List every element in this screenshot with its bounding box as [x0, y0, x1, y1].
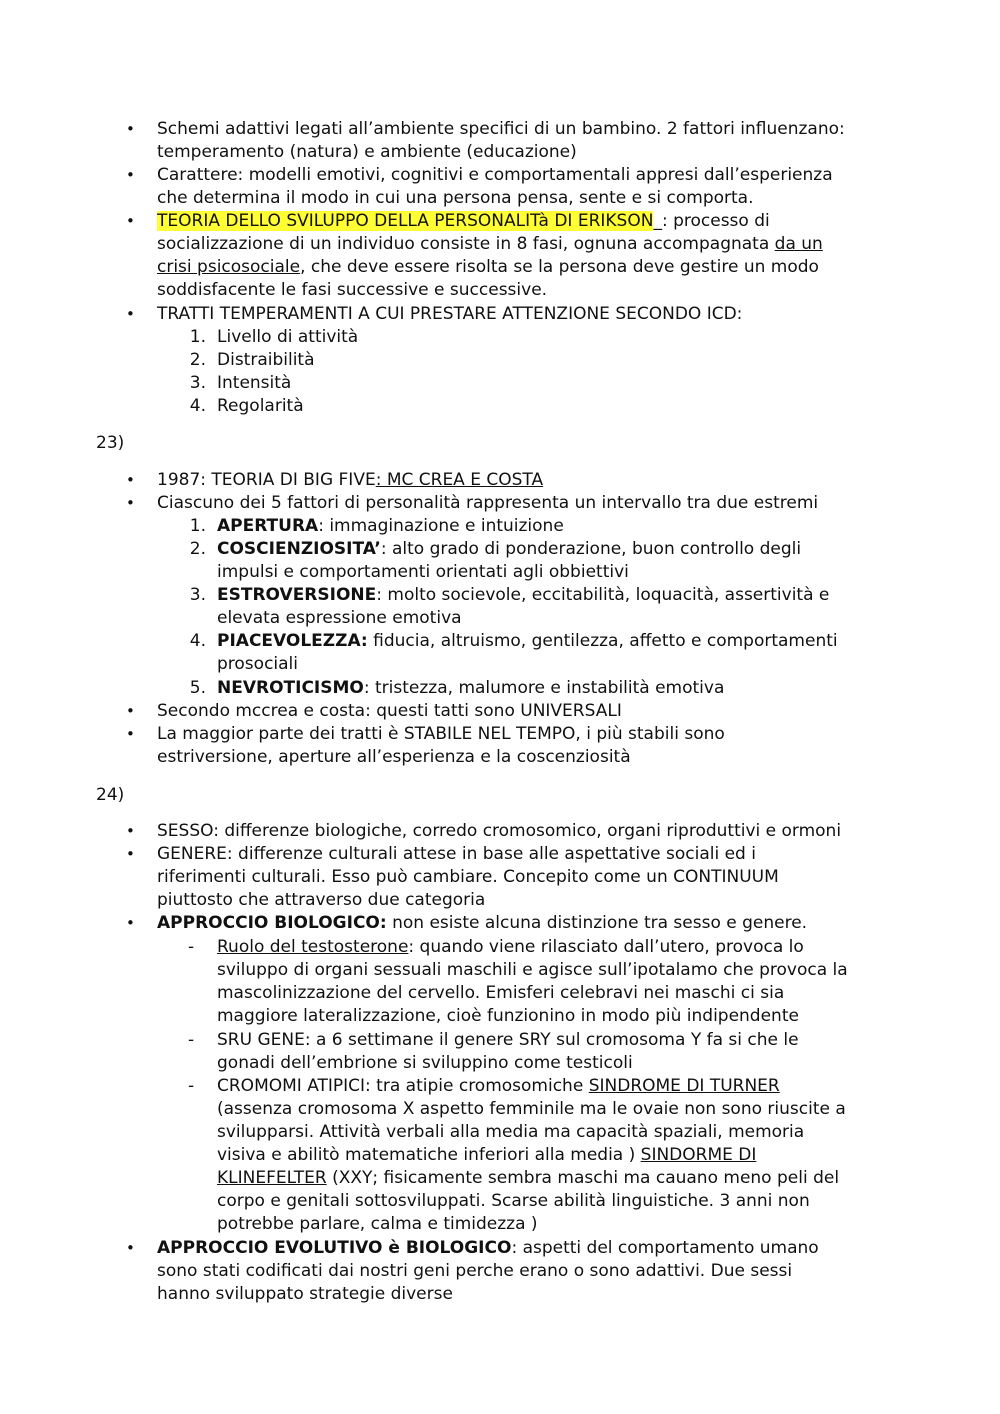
bold-term: APPROCCIO EVOLUTIVO è BIOLOGICO — [157, 1238, 512, 1258]
list-number: 4. — [189, 631, 206, 651]
text-span: : molto socievole, eccitabilità, loquacità, assertività e — [376, 585, 830, 605]
text-span: , che deve essere risolta se la persona deve gestire un modo — [300, 257, 819, 277]
list-item: Distraibilità — [217, 350, 315, 370]
text-line: elevata espressione emotiva — [217, 608, 462, 628]
text-line: hanno sviluppato strategie diverse — [157, 1284, 453, 1304]
underlined-text: SINDROME DI TURNER — [588, 1076, 780, 1096]
list-number: 2. — [189, 539, 206, 559]
text-line: mascolinizzazione del cervello. Emisferi celebravi nei maschi ci sia — [217, 983, 785, 1003]
list-item: Livello di attività — [217, 327, 359, 347]
text-line — [157, 1237, 819, 1260]
text-line — [157, 912, 807, 935]
text-span: : alto grado di ponderazione, buon controllo degli — [380, 539, 802, 559]
bullet: • — [126, 471, 135, 489]
bullet: • — [126, 305, 135, 323]
list-number: 3. — [189, 373, 206, 393]
list-item — [217, 515, 564, 538]
list-number: 4. — [189, 396, 206, 416]
text-line: maggiore lateralizzazione, cioè funzionino in modo più indipendente — [217, 1006, 799, 1026]
text-line: temperamento (natura) e ambiente (educazione) — [157, 142, 577, 162]
text-line: riferimenti culturali. Esso può cambiare. Concepito come un CONTINUUM — [157, 867, 779, 887]
text-line: (assenza cromosoma X aspetto femminile ma le ovaie non sono riuscite a — [217, 1099, 846, 1119]
bullet: • — [126, 702, 135, 720]
bullet: • — [126, 120, 135, 138]
text-line — [157, 256, 819, 279]
text-line: estriversione, aperture all’esperienza e la coscenziosità — [157, 747, 631, 767]
text-line: Secondo mccrea e costa: questi tatti sono UNIVERSALI — [157, 701, 622, 721]
text-span: : tristezza, malumore e instabilità emotiva — [363, 678, 725, 698]
text-line: La maggior parte dei tratti è STABILE NEL TEMPO, i più stabili sono — [157, 724, 725, 744]
text-span: : quando viene rilasciato dall’utero, provoca lo — [408, 937, 804, 957]
list-item — [217, 630, 838, 653]
bold-term: NEVROTICISMO — [217, 678, 364, 698]
highlighted-title: TEORIA DELLO SVILUPPO DELLA PERSONALITà DI ERIKSON — [157, 211, 654, 231]
text-line: SESSO: differenze biologiche, corredo cromosomico, organi riproduttivi e ormoni — [157, 821, 842, 841]
text-line: SRU GENE: a 6 settimane il genere SRY sul cromosoma Y fa si che le — [217, 1030, 799, 1050]
text-line: corpo e genitali sottosviluppati. Scarse abilità linguistiche. 3 anni non — [217, 1191, 810, 1211]
bold-term: ESTROVERSIONE — [217, 585, 377, 605]
text-line: gonadi dell’embrione si sviluppino come testicoli — [217, 1053, 633, 1073]
text-line — [217, 1144, 756, 1167]
text-line: svilupparsi. Attività verbali alla media ma capacità spaziali, memoria — [217, 1122, 805, 1142]
text-line: Carattere: modelli emotivi, cognitivi e comportamentali appresi dall’esperienza — [157, 165, 833, 185]
text-span: : processo di — [661, 211, 770, 231]
list-item — [217, 538, 801, 561]
underlined-text: : MC CREA E COSTA — [375, 470, 544, 490]
section-heading: 23) — [96, 433, 125, 453]
text-span: : aspetti del comportamento umano — [511, 1238, 819, 1258]
bullet: • — [126, 1239, 135, 1257]
text-line: GENERE: differenze culturali attese in base alle aspettative sociali ed i — [157, 844, 756, 864]
underlined-text: da un — [774, 234, 823, 254]
text-line: Schemi adattivi legati all’ambiente specifici di un bambino. 2 fattori influenzano: — [157, 119, 845, 139]
text-line: prosociali — [217, 654, 298, 674]
text-line: Ciascuno dei 5 fattori di personalità rappresenta un intervallo tra due estremi — [157, 493, 819, 513]
dash-marker: - — [188, 1076, 195, 1096]
text-line: che determina il modo in cui una persona pensa, sente e si comporta. — [157, 188, 754, 208]
underlined-text: Ruolo del testosterone — [217, 937, 409, 957]
list-number: 1. — [189, 327, 206, 347]
list-number: 1. — [189, 516, 206, 536]
text-line: impulsi e comportamenti orientati agli obbiettivi — [217, 562, 629, 582]
text-line: potrebbe parlare, calma e timidezza ) — [217, 1214, 538, 1234]
bullet: • — [126, 212, 135, 230]
section-heading: 24) — [96, 785, 125, 805]
text-span: : immaginazione e intuizione — [318, 516, 564, 536]
bullet: • — [126, 822, 135, 840]
text-line: piuttosto che attraverso due categoria — [157, 890, 486, 910]
underlined-text: SINDORME DI — [640, 1145, 757, 1165]
bullet: • — [126, 845, 135, 863]
text-span: 1987: TEORIA DI BIG FIVE — [157, 470, 376, 490]
list-number: 3. — [189, 585, 206, 605]
bold-term: APPROCCIO BIOLOGICO: — [157, 913, 387, 933]
bullet: • — [126, 725, 135, 743]
list-number: 2. — [189, 350, 206, 370]
underlined-text: KLINEFELTER — [217, 1168, 327, 1188]
list-item: Intensità — [217, 373, 292, 393]
bold-term: PIACEVOLEZZA: — [217, 631, 368, 651]
text-line — [217, 1167, 839, 1190]
bold-term: APERTURA — [217, 516, 319, 536]
underlined-text: crisi psicosociale — [157, 257, 301, 277]
text-line — [157, 233, 823, 256]
text-line — [217, 1075, 780, 1098]
bold-term: COSCIENZIOSITA’ — [217, 539, 381, 559]
list-number: 5. — [189, 678, 206, 698]
bullet: • — [126, 914, 135, 932]
list-item — [217, 584, 829, 607]
bullet: • — [126, 166, 135, 184]
text-span: (XXY; fisicamente sembra maschi ma cauano meno peli del — [326, 1168, 840, 1188]
text-line — [217, 936, 804, 959]
text-line: sono stati codificati dai nostri geni perche erano o sono adattivi. Due sessi — [157, 1261, 793, 1281]
dash-marker: - — [188, 937, 195, 957]
list-item — [217, 677, 724, 700]
text-line — [157, 469, 543, 492]
text-line: sviluppo di organi sessuali maschili e agisce sull’ipotalamo che provoca la — [217, 960, 848, 980]
text-span: socializzazione di un individuo consiste in 8 fasi, ognuna accompagnata — [157, 234, 775, 254]
text-span: CROMOMI ATIPICI: tra atipie cromosomiche — [217, 1076, 589, 1096]
text-line — [157, 210, 770, 233]
list-item: Regolarità — [217, 396, 304, 416]
underscore: _ — [653, 211, 662, 231]
text-line: TRATTI TEMPERAMENTI A CUI PRESTARE ATTENZIONE SECONDO ICD: — [157, 304, 743, 324]
text-line: soddisfacente le fasi successive e successive. — [157, 280, 548, 300]
text-span: fiducia, altruismo, gentilezza, affetto e comportamenti — [367, 631, 838, 651]
dash-marker: - — [188, 1030, 195, 1050]
text-span: non esiste alcuna distinzione tra sesso e genere. — [386, 913, 808, 933]
bullet: • — [126, 494, 135, 512]
text-span: visiva e abilitò matematiche inferiori alla media ) — [217, 1145, 641, 1165]
